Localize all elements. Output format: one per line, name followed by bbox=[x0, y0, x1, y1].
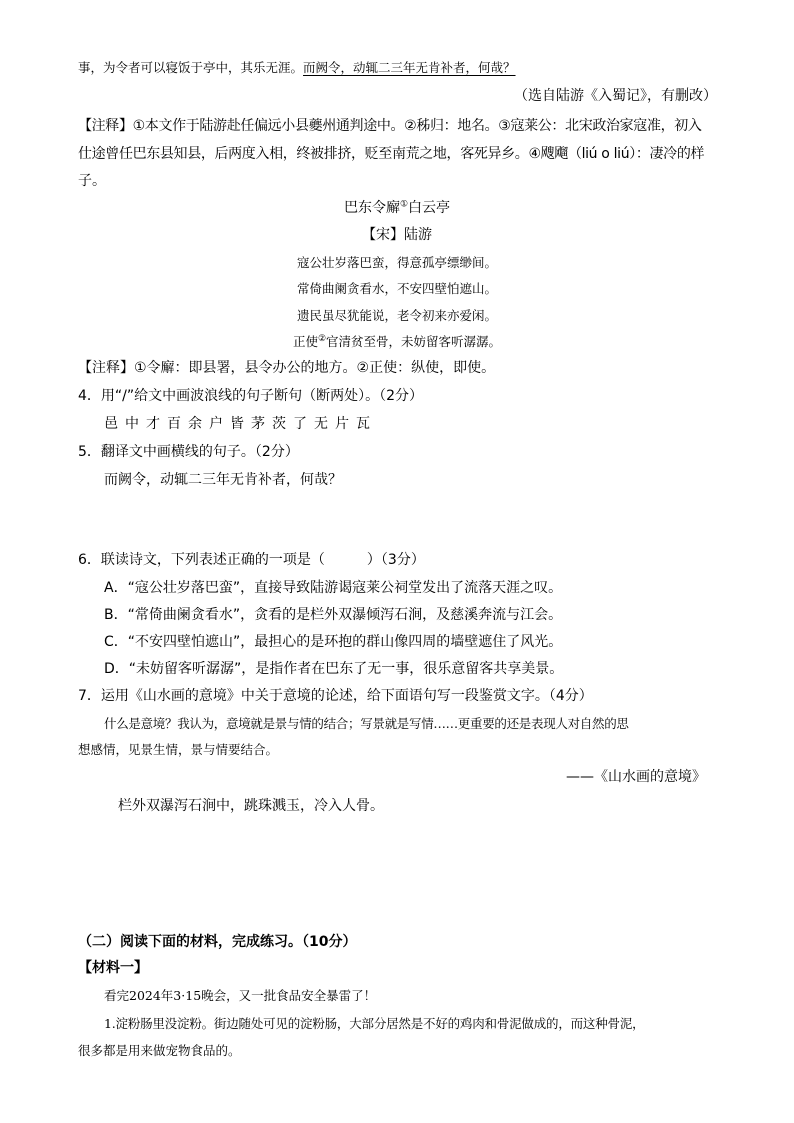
poem-line-3: 遗民虽尽犹能说，老令初来亦爱闲。 bbox=[296, 308, 497, 323]
poem-title-pre: 巴东令廨 bbox=[343, 200, 400, 216]
q6-prompt: 6．联读诗文，下列表述正确的一项是（ ）（3分） bbox=[78, 552, 425, 568]
poem-line-4-post: 官清贫至骨，未妨留客听潺潺。 bbox=[326, 334, 502, 349]
q5-sentence: 而阙令，动辄二三年无肯补者，何哉？ bbox=[104, 472, 342, 488]
q6-option-b: B．“常倚曲阑贪看水”，贪看的是栏外双瀑倾泻石涧，及慈溪奔流与江会。 bbox=[104, 607, 563, 623]
poem-line-2: 常倚曲阑贪看水，不安四壁怕遮山。 bbox=[296, 281, 497, 296]
poem-line-4-footnote-mark: ② bbox=[317, 333, 327, 344]
q6-option-d: D．“未妨留客听潺潺”，是指作者在巴东了无一事，很乐意留客共享美景。 bbox=[104, 661, 564, 677]
note2: 【注释】①令廨：即县署，县令办公的地方。②正使：纵使，即使。 bbox=[78, 360, 496, 376]
material1-para2-line2: 很多都是用来做宠物食品的。 bbox=[78, 1043, 241, 1058]
q7-prompt: 7．运用《山水画的意境》中关于意境的论述，给下面语句写一段鉴赏文字。（4分） bbox=[78, 688, 593, 704]
passage-end-line bbox=[78, 58, 516, 78]
q7-quote-line1: 什么是意境？我认为，意境就是景与情的结合；写景就是写情……更重要的还是表现人对自然的思 bbox=[104, 716, 629, 731]
material1-para2-line1: 1.淀粉肠里没淀粉。街边随处可见的淀粉肠，大部分居然是不好的鸡肉和骨泥做成的，而这种骨泥， bbox=[104, 1016, 645, 1031]
poem-line-4 bbox=[0, 332, 794, 352]
q4-sentence: 邑中才百余户皆茅茨了无片瓦 bbox=[104, 416, 377, 432]
poem-line-1: 寇公壮岁落巴蛮，得意孤亭缥缈间。 bbox=[296, 255, 497, 270]
passage-end-underlined: 而阙令，动辄二三年无肯补者，何哉？ bbox=[303, 60, 516, 75]
source-citation: （选自陆游《入蜀记》，有删改） bbox=[514, 88, 717, 104]
note1-line1: 【注释】①本文作于陆游赴任偏远小县夔州通判途中。②秭归：地名。③寇莱公：北宋政治家寇准，初入 bbox=[78, 118, 702, 134]
poem-line-4-pre: 正使 bbox=[292, 334, 318, 349]
note1-line2: 仕途曾任巴东县知县，后两度入相，终被排挤，贬至南荒之地，客死异乡。④飕飗（liú o liú）：凄冷的样 bbox=[78, 146, 705, 162]
q5-prompt: 5．翻译文中画横线的句子。（2分） bbox=[78, 444, 299, 460]
material1-heading: 【材料一】 bbox=[78, 960, 148, 976]
material1-para1: 看完2024年3·15晚会，又一批食品安全暴雷了！ bbox=[104, 988, 377, 1003]
poem-title-post: 白云亭 bbox=[408, 200, 451, 216]
q6-option-c: C．“不安四壁怕遮山”，最担心的是环抱的群山像四周的墙壁遮住了风光。 bbox=[104, 634, 563, 650]
q7-quote-source: ——《山水画的意境》 bbox=[566, 769, 706, 785]
poem-author: 【宋】陆游 bbox=[362, 227, 432, 243]
note1-line3: 子。 bbox=[78, 173, 106, 189]
passage-end-plain: 事，为令者可以寝饭于亭中，其乐无涯。 bbox=[78, 60, 304, 75]
q7-sentence: 栏外双瀑泻石涧中，跳珠溅玉，冷入人骨。 bbox=[118, 798, 384, 814]
section2-title: （二）阅读下面的材料，完成练习。（10分） bbox=[78, 934, 357, 950]
q6-option-a: A．“寇公壮岁落巴蛮”，直接导致陆游谒寇莱公祠堂发出了流落天涯之叹。 bbox=[104, 580, 563, 596]
poem-title bbox=[0, 198, 794, 218]
q7-quote-line2: 想感情，见景生情，景与情要结合。 bbox=[78, 742, 279, 757]
q4-prompt: 4．用“/”给文中画波浪线的句子断句（断两处）。（2分） bbox=[78, 388, 424, 404]
poem-title-footnote-mark: ① bbox=[399, 199, 409, 210]
